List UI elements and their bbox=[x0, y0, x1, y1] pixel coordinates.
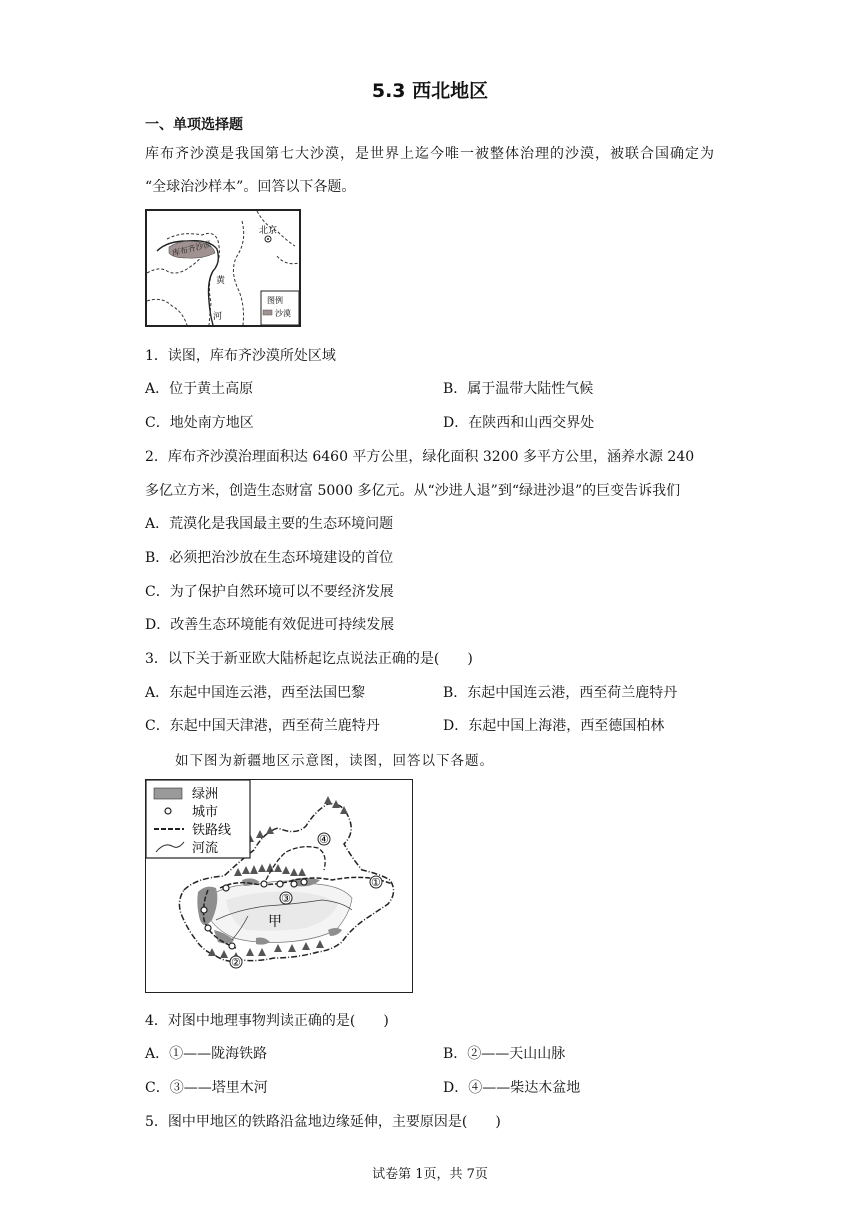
legend-oasis: 绿洲 bbox=[192, 787, 219, 802]
q4-option-d[interactable]: D．④——柴达木盆地 bbox=[443, 1080, 581, 1096]
q1-option-d[interactable]: D．在陕西和山西交界处 bbox=[443, 415, 595, 431]
label-2: ② bbox=[231, 956, 241, 969]
q4-option-b[interactable]: B．②——天山山脉 bbox=[443, 1046, 566, 1062]
intro-2: 如下图为新疆地区示意图，读图，回答以下各题。 bbox=[175, 753, 494, 769]
q3-option-b[interactable]: B．东起中国连云港，西至荷兰鹿特丹 bbox=[443, 685, 678, 701]
legend-river: 河流 bbox=[192, 841, 219, 856]
q1-option-b[interactable]: B．属于温带大陆性气候 bbox=[443, 381, 594, 397]
xinjiang-map bbox=[145, 779, 413, 993]
q3-stem: 3．以下关于新亚欧大陆桥起讫点说法正确的是( ) bbox=[145, 651, 473, 667]
q2-option-b[interactable]: B．必须把治沙放在生态环境建设的首位 bbox=[145, 550, 394, 566]
q2-stem-line-1: 2．库布齐沙漠治理面积达 6460 平方公里，绿化面积 3200 多平方公里，涵养水源 240 bbox=[145, 449, 695, 465]
beijing-label: 北京 bbox=[259, 226, 278, 236]
kubuqi-map bbox=[145, 209, 301, 327]
kubuqi-map-svg bbox=[147, 211, 299, 325]
label-jia: 甲 bbox=[268, 914, 282, 930]
q2-option-c[interactable]: C．为了保护自然环境可以不要经济发展 bbox=[145, 584, 394, 600]
q1-option-c[interactable]: C．地处南方地区 bbox=[145, 415, 254, 431]
q4-option-a[interactable]: A．①——陇海铁路 bbox=[145, 1046, 268, 1062]
q4-option-c[interactable]: C．③——塔里木河 bbox=[145, 1080, 268, 1096]
legend-city: 城市 bbox=[192, 805, 219, 820]
river-label-bottom: 河 bbox=[213, 312, 223, 322]
q3-option-a[interactable]: A．东起中国连云港，西至法国巴黎 bbox=[145, 685, 366, 701]
page-title: 5.3 西北地区 bbox=[371, 80, 489, 102]
legend-title: 图例 bbox=[267, 296, 283, 305]
intro-line-1: 库布齐沙漠是我国第七大沙漠，是世界上迄今唯一被整体治理的沙漠，被联合国确定为 bbox=[145, 146, 715, 162]
legend-desert: 沙漠 bbox=[275, 309, 291, 318]
q1-stem: 1．读图，库布齐沙漠所处区域 bbox=[145, 348, 336, 364]
xinjiang-map-svg bbox=[146, 780, 412, 992]
label-3: ③ bbox=[281, 892, 291, 905]
intro-line-2: “全球治沙样本”。回答以下各题。 bbox=[145, 179, 356, 195]
legend-railway: 铁路线 bbox=[192, 823, 232, 838]
label-4: ④ bbox=[319, 833, 329, 846]
desert-label: 库布齐沙漠 bbox=[171, 239, 213, 258]
section-heading: 一、单项选择题 bbox=[145, 117, 243, 133]
q2-stem-line-2: 多亿立方米，创造生态财富 5000 多亿元。从“沙进人退”到“绿进沙退”的巨变告诉我们 bbox=[145, 483, 681, 499]
q3-option-c[interactable]: C．东起中国天津港，西至荷兰鹿特丹 bbox=[145, 718, 380, 734]
label-1: ① bbox=[371, 876, 381, 889]
river-label-top: 黄 bbox=[216, 276, 226, 286]
q5-stem: 5．图中甲地区的铁路沿盆地边缘延伸，主要原因是( ) bbox=[145, 1114, 501, 1130]
q2-option-a[interactable]: A．荒漠化是我国最主要的生态环境问题 bbox=[145, 516, 394, 532]
page-footer: 试卷第 1页，共 7页 bbox=[372, 1167, 488, 1182]
q4-stem: 4．对图中地理事物判读正确的是( ) bbox=[145, 1013, 389, 1029]
q1-option-a[interactable]: A．位于黄土高原 bbox=[145, 381, 254, 397]
q2-option-d[interactable]: D．改善生态环境能有效促进可持续发展 bbox=[145, 617, 395, 633]
q3-option-d[interactable]: D．东起中国上海港，西至德国柏林 bbox=[443, 718, 665, 734]
